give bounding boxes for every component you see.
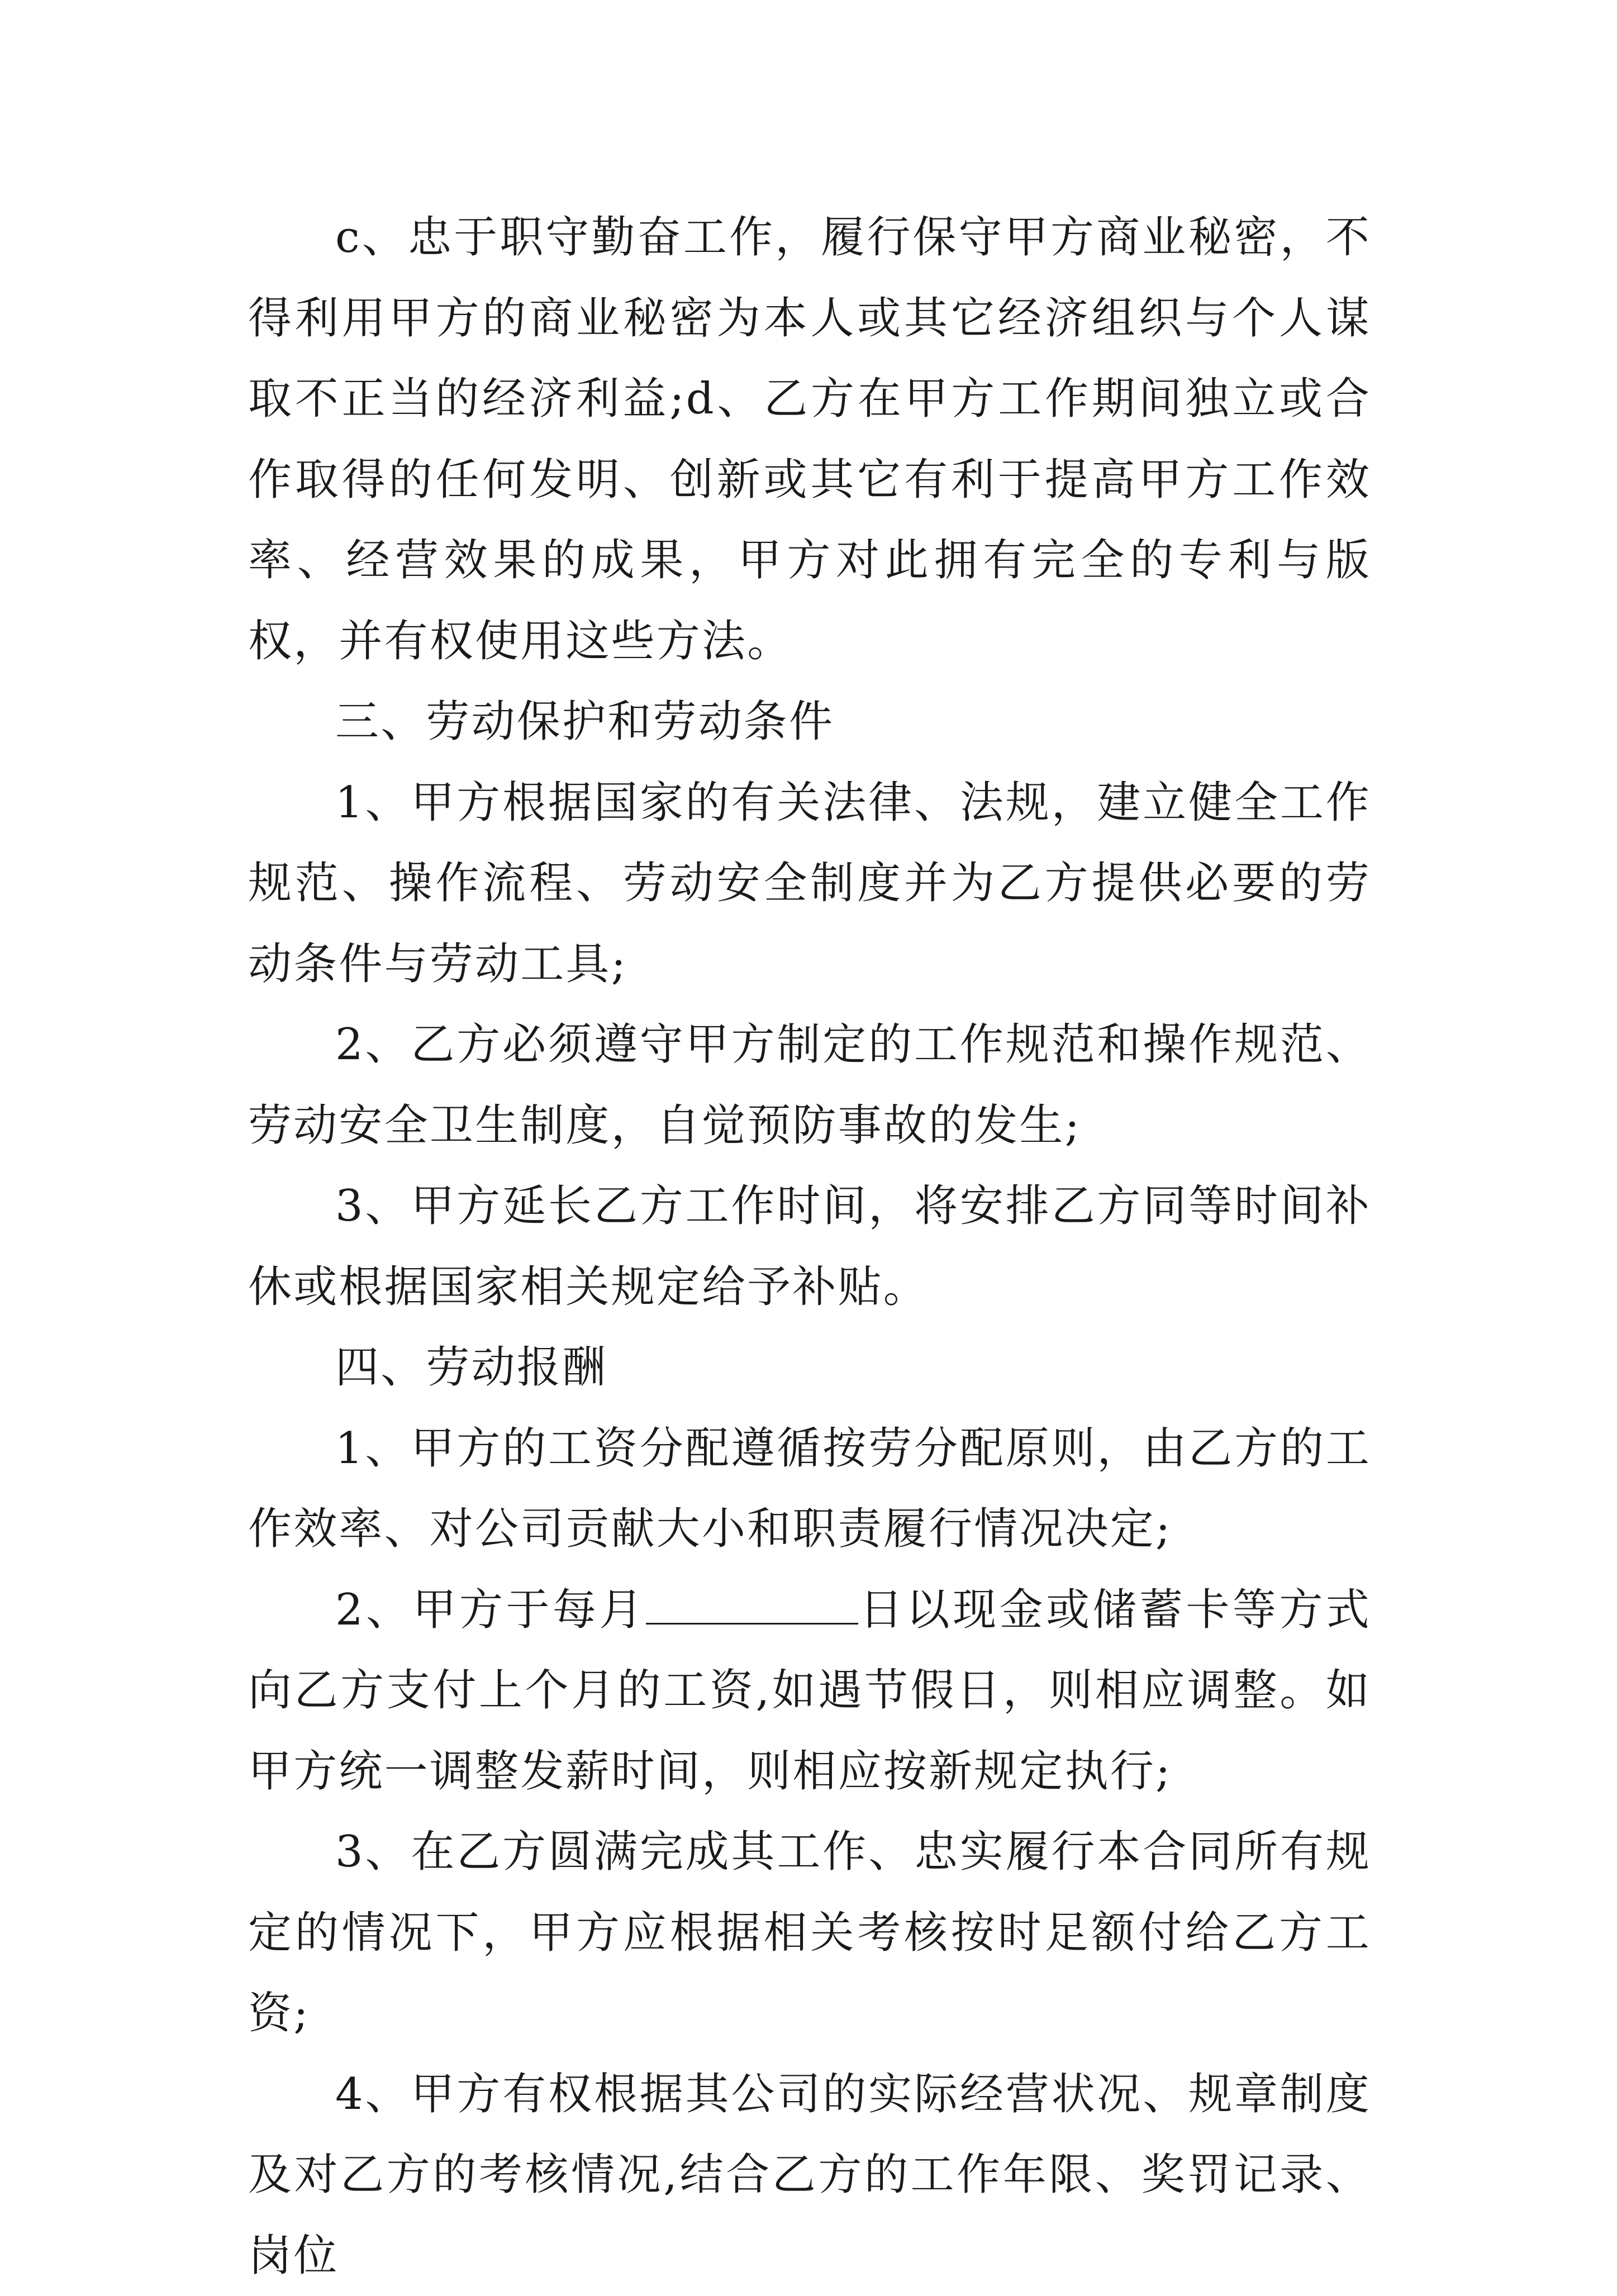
pay-day-blank — [646, 1588, 858, 1625]
section-3-item-1: 1、甲方根据国家的有关法律、法规，建立健全工作规范、操作流程、劳动安全制度并为乙方提供必要的劳动条件与劳动工具; — [248, 763, 1371, 1005]
contract-text — [248, 197, 1371, 2296]
section-4-item-3: 3、在乙方圆满完成其工作、忠实履行本合同所有规定的情况下，甲方应根据相关考核按时足额付给乙方工资; — [248, 1812, 1371, 2054]
section-4-heading: 四、劳动报酬 — [248, 1327, 1371, 1408]
pay-text-before: 2、甲方于每月 — [335, 1585, 646, 1635]
section-4-item-4: 4、甲方有权根据其公司的实际经营状况、规章制度及对乙方的考核情况,结合乙方的工作年限、奖罚记录、岗位 — [248, 2054, 1371, 2296]
section-4-item-1: 1、甲方的工资分配遵循按劳分配原则，由乙方的工作效率、对公司贡献大小和职责履行情况决定; — [248, 1408, 1371, 1570]
section-3-heading: 三、劳动保护和劳动条件 — [248, 682, 1371, 763]
section-4-item-2 — [248, 1570, 1371, 1812]
section-3-item-2: 2、乙方必须遵守甲方制定的工作规范和操作规范、劳动安全卫生制度，自觉预防事故的发生; — [248, 1004, 1371, 1166]
section-3-item-3: 3、甲方延长乙方工作时间，将安排乙方同等时间补休或根据国家相关规定给予补贴。 — [248, 1166, 1371, 1327]
pay-text-after: 日以现金或储蓄卡等方式向乙方支付上个月的工资,如遇节假日，则相应调整。如甲方统一调整发薪时间，则相应按新规定执行; — [248, 1585, 1371, 1797]
clause-c-d: c、忠于职守勤奋工作，履行保守甲方商业秘密，不得利用甲方的商业秘密为本人或其它经济组织与个人谋取不正当的经济利益;d、乙方在甲方工作期间独立或合作取得的任何发明、创新或其它有利于提高甲方工作效率、经营效果的成果，甲方对此拥有完全的专利与版权，并有权使用这些方法。 — [248, 197, 1371, 682]
